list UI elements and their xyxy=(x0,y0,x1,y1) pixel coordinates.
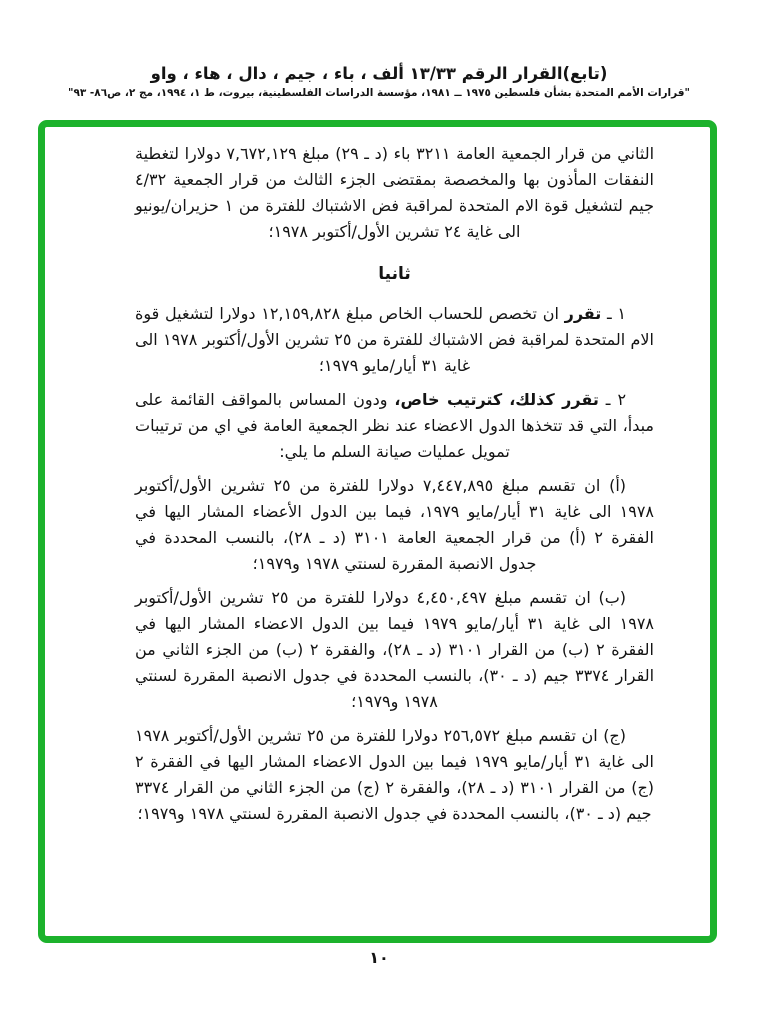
section-heading-thanian: ثانيا xyxy=(378,264,411,284)
clause-2-special-arrangement-bold: كترتيب خاص، xyxy=(394,390,503,409)
subitem-jim xyxy=(135,723,654,827)
subitem-alef xyxy=(135,473,654,577)
subitem-alef-text: (أ) ان تقسم مبلغ ٧,٤٤٧,٨٩٥ دولارا للفترة من ٢٥ تشرين الأول/أكتوبر ١٩٧٨ الى غاية ٣١ أيار/مايو ١٩٧٩، فيما بين الدول الأعضاء المشار اليها في الفقرة ٢ (أ) من قرار الجمعية العامة ٣١٠١ (د ـ ٢٨)، بالنسب المحددة في جدول الانصبة المقررة لسنتي ١٩٧٨ و١٩٧٩؛ xyxy=(135,476,655,573)
clause-2 xyxy=(135,387,654,465)
clause-1-number: ١ ـ xyxy=(601,304,627,323)
page-number: ١٠ xyxy=(369,948,389,967)
subitem-ba-text: (ب) ان تقسم مبلغ ٤,٤٥٠,٤٩٧ دولارا للفترة من ٢٥ تشرين الأول/أكتوبر ١٩٧٨ الى غاية ٣١ أيار/مايو ١٩٧٩ فيما بين الدول الاعضاء المشار اليها في الفقرة ٢ (ب) من القرار ٣١٠١ (د ـ ٢٨)، والفقرة ٢ (ب) من الجزء الثاني من القرار ٣٣٧٤ جيم (د ـ ٣٠)، بالنسب المحددة في جدول الانصبة المقررة لسنتي ١٩٧٨ و١٩٧٩؛ xyxy=(135,588,655,711)
resolution-title: (تابع)القرار الرقم ١٣/٣٣ ألف ، باء ، جيم ، دال ، هاء ، واو xyxy=(150,64,608,83)
clause-2-number: ٢ ـ xyxy=(598,390,627,409)
clause-2-decides-bold: تقرر كذلك، xyxy=(509,390,599,409)
resolution-body xyxy=(45,127,710,936)
source-citation: "قرارات الأمم المتحدة بشأن فلسطين ١٩٧٥ ــ ١٩٨١، مؤسسة الدراسات الفلسطينية، بيروت، ط ١، ١٩٩٤، مج ٢، ص٨٦- ٩٣" xyxy=(67,87,691,99)
clause-2-text: ودون المساس بالمواقف القائمة على مبدأ، التي قد تتخذها الدول الاعضاء عند نظر الجمعية العامة في اي من ترتيبات تمويل عمليات صيانة السلم ما يلي: xyxy=(135,390,654,461)
subitem-ba xyxy=(135,585,654,715)
green-border-frame xyxy=(38,120,717,943)
clause-1-text: ان تخصص للحساب الخاص مبلغ ١٢,١٥٩,٨٢٨ دولارا لتشغيل قوة الام المتحدة لمراقبة فض الاشتباك للفترة من ٢٥ تشرين الأول/أكتوبر ١٩٧٨ الى غاية ٣١ أيار/مايو ١٩٧٩؛ xyxy=(135,304,654,375)
clause-1 xyxy=(135,301,654,379)
subitem-jim-text: (ج) ان تقسم مبلغ ٢٥٦,٥٧٢ دولارا للفترة من ٢٥ تشرين الأول/أكتوبر ١٩٧٨ الى غاية ٣١ أيار/مايو ١٩٧٩ فيما بين الدول الاعضاء المشار اليها في الفقرة ٢ (ج) من القرار ٣١٠١ (د ـ ٢٨)، والفقرة ٢ (ج) من الجزء الثاني من القرار ٣٣٧٤ جيم (د ـ ٣٠)، بالنسب المحددة في جدول الانصبة المقررة لسنتي ١٩٧٨ و١٩٧٩؛ xyxy=(135,726,655,823)
clause-1-decides-bold: تقرر xyxy=(564,304,602,323)
continuation-paragraph xyxy=(135,141,654,245)
continuation-text: الثاني من قرار الجمعية العامة ٣٢١١ باء (د ـ ٢٩) مبلغ ٧,٦٧٢,١٢٩ دولارا لتغطية النفقات المأذون بها والمخصصة بمقتضى الجزء الثالث من قرار الجمعية ٤/٣٢ جيم لتشغيل قوة الام المتحدة لمراقبة فض الاشتباك للفترة من ١ حزيران/يونيو الى غاية ٢٤ تشرين الأول/أكتوبر ١٩٧٨؛ xyxy=(135,144,655,241)
page-header xyxy=(0,64,758,99)
